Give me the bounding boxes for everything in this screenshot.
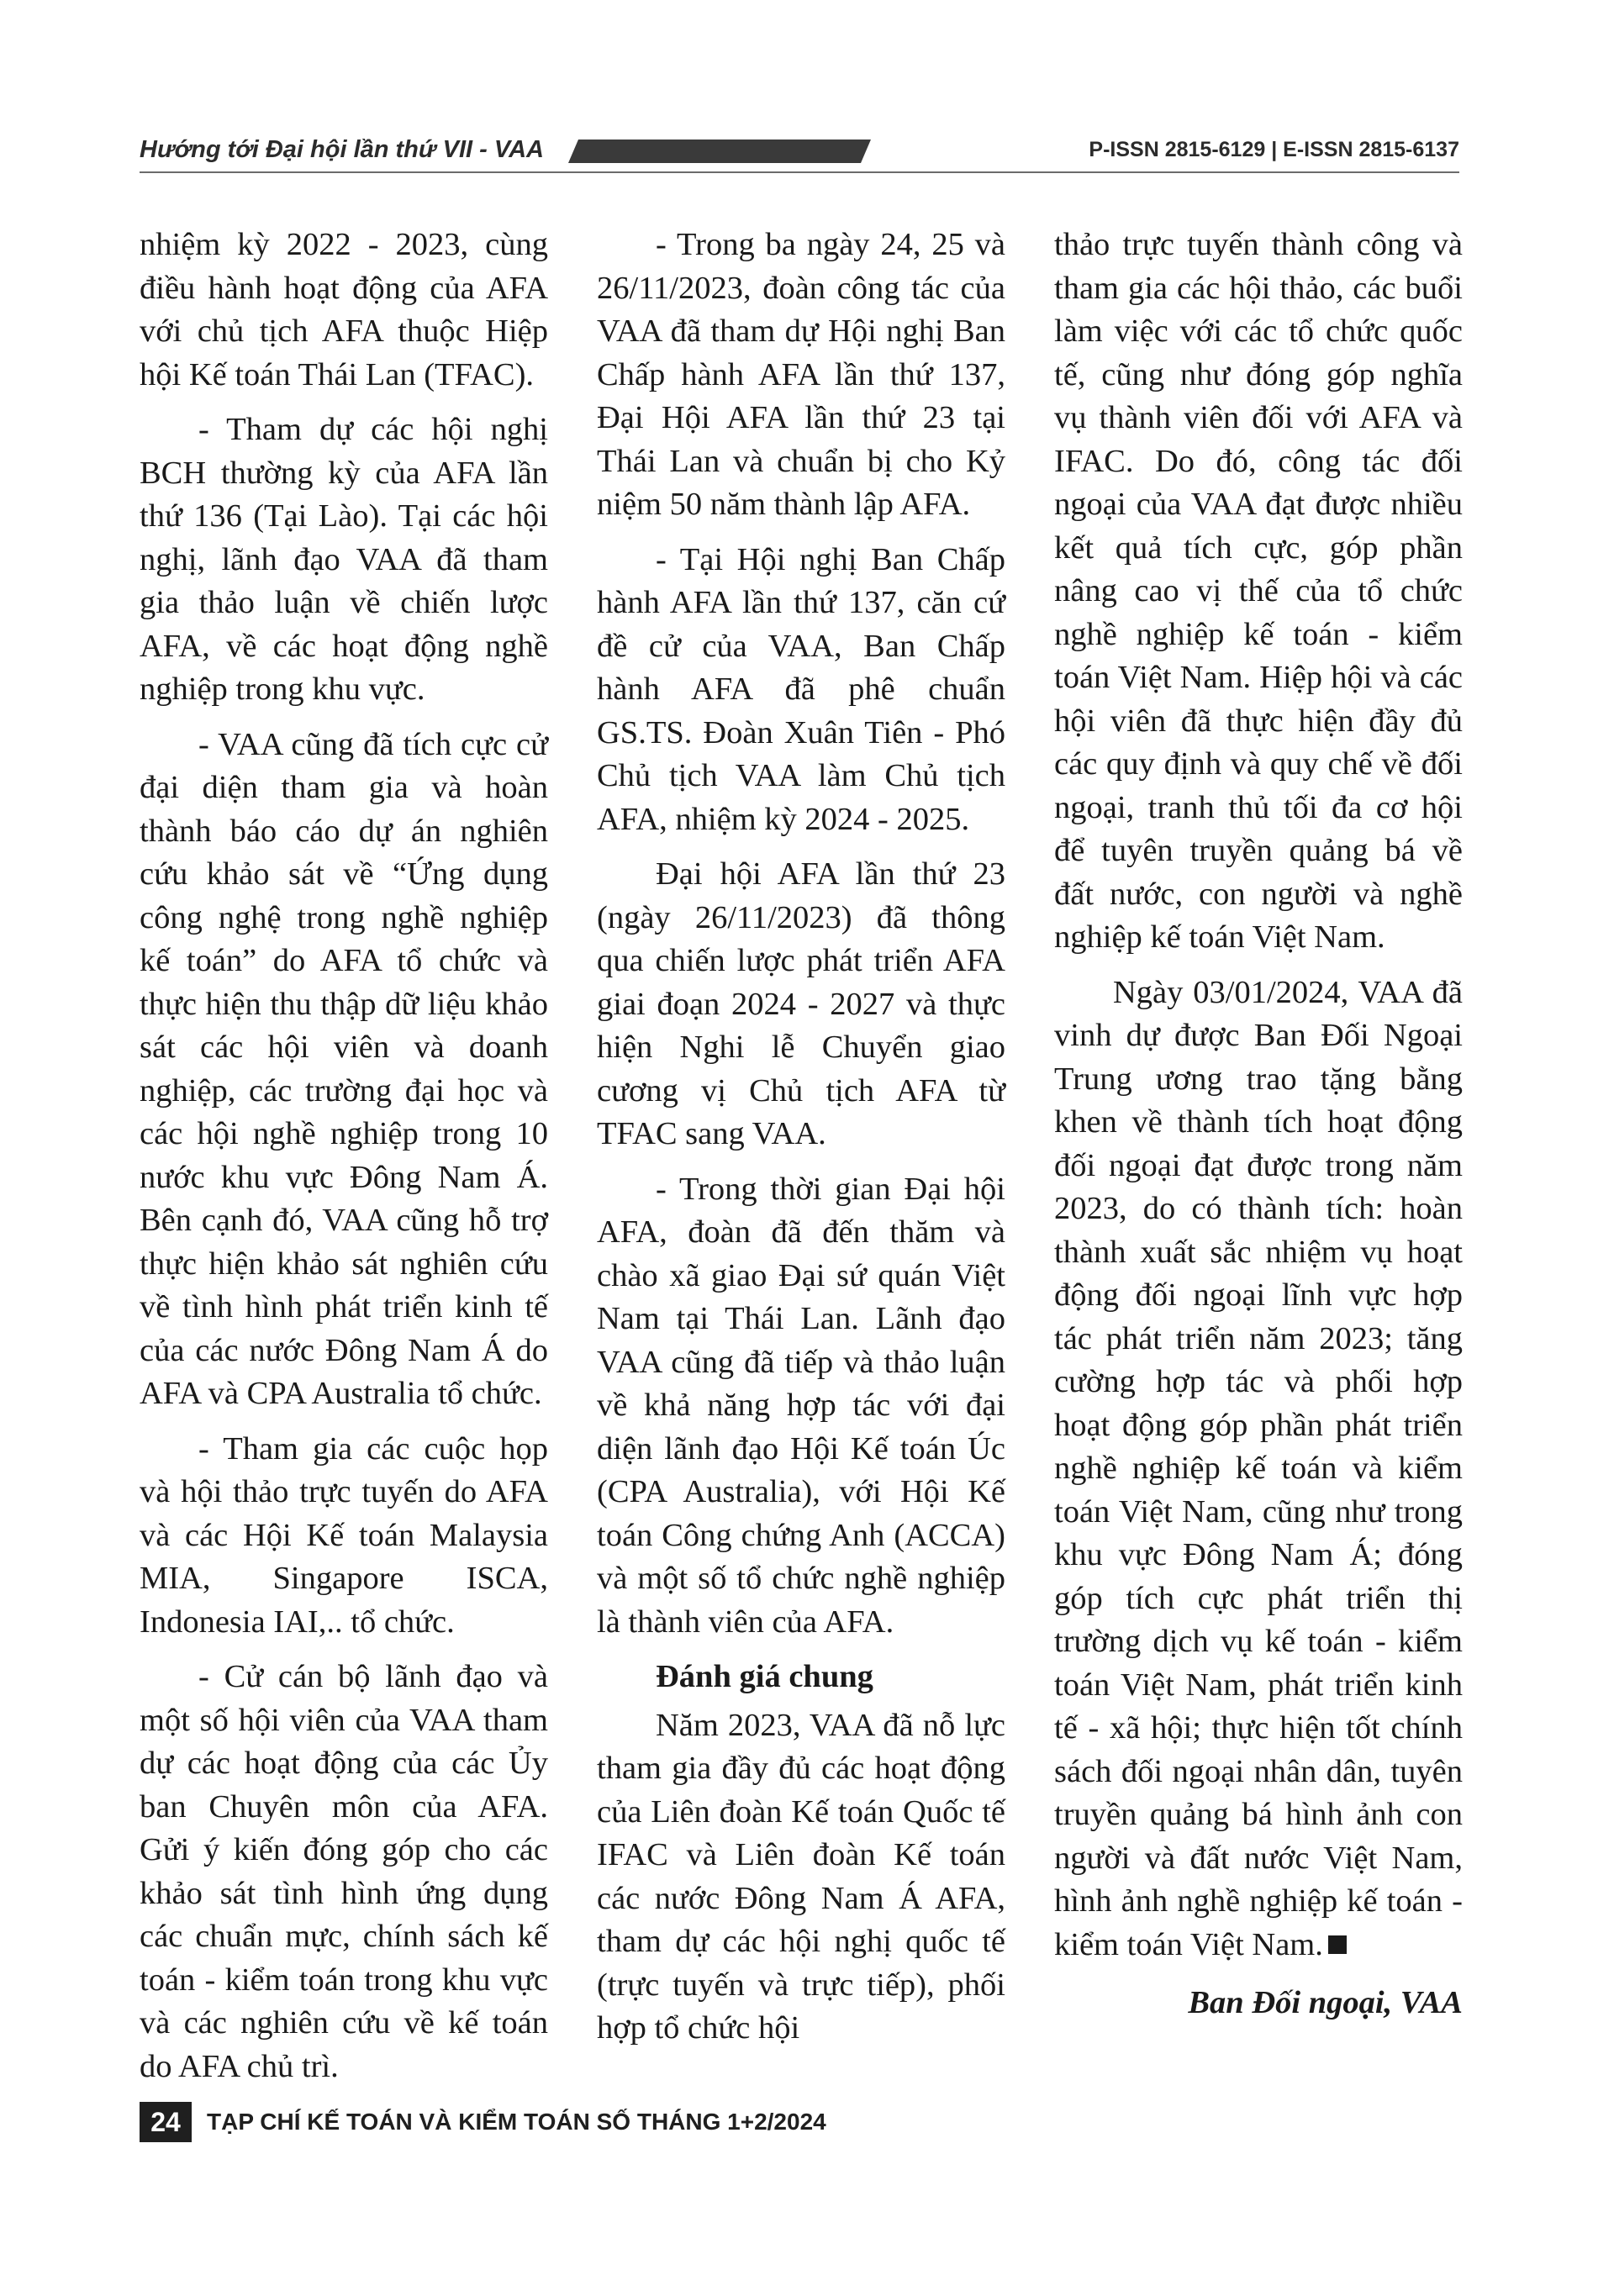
- journal-title: TẠP CHÍ KẾ TOÁN VÀ KIỂM TOÁN SỐ THÁNG 1+2/2024: [207, 2109, 826, 2135]
- paragraph: Đại hội AFA lần thứ 23 (ngày 26/11/2023) đã thông qua chiến lược phát triển AFA giai đoạn 2024 - 2027 và thực hiện Nghi lễ Chuyển giao cương vị Chủ tịch AFA từ TFAC sang VAA.: [597, 856, 1005, 1151]
- paragraph: - Cử cán bộ lãnh đạo và một số hội viên của VAA tham dự các hoạt động của các Ủy ban Chuyên môn của AFA. Gửi ý kiến đóng góp cho các khảo sát tình hình ứng dụng các chuẩn mực, chính sách kế toán - kiểm toán trong khu vực và các nghiên cứu về kế toán do AFA chủ trì.: [140, 1659, 548, 2084]
- header-accent-bar: [568, 140, 871, 163]
- text-column-2: [597, 224, 1005, 2062]
- author-signature: Ban Đối ngoại, VAA: [1188, 1985, 1463, 2020]
- paragraph-final: [1054, 972, 1463, 1967]
- text-column-3: [1054, 224, 1463, 2037]
- section-title: Hướng tới Đại hội lần thứ VII - VAA: [140, 136, 544, 163]
- page-number: 24: [140, 2102, 192, 2142]
- section-heading: Đánh giá chung: [656, 1659, 873, 1694]
- paragraph: thảo trực tuyến thành công và tham gia các hội thảo, các buổi làm việc với các tổ chức quốc tế, cũng như đóng góp nghĩa vụ thành viên đối với AFA và IFAC. Do đó, công tác đối ngoại của VAA đạt được nhiều kết quả tích cực, góp phần nâng cao vị thế của tổ chức nghề nghiệp kế toán - kiểm toán Việt Nam. Hiệp hội và các hội viên đã thực hiện đầy đủ các quy định và quy chế về đối ngoại, tranh thủ tối đa cơ hội để tuyên truyền quảng bá về đất nước, con người và nghề nghiệp kế toán Việt Nam.: [1054, 227, 1463, 955]
- paragraph: - Trong ba ngày 24, 25 và 26/11/2023, đoàn công tác của VAA đã tham dự Hội nghị Ban Chấp hành AFA lần thứ 137, Đại Hội AFA lần thứ 23 tại Thái Lan và chuẩn bị cho Kỷ niệm 50 năm thành lập AFA.: [597, 227, 1005, 522]
- paragraph: - Tham dự các hội nghị BCH thường kỳ của AFA lần thứ 136 (Tại Lào). Tại các hội nghị, lãnh đạo VAA đã tham gia thảo luận về chiến lược AFA, về các hoạt động nghề nghiệp trong khu vực.: [140, 412, 548, 707]
- paragraph: - VAA cũng đã tích cực cử đại diện tham gia và hoàn thành báo cáo dự án nghiên cứu khảo sát về “Ứng dụng công nghệ trong nghề nghiệp kế toán” do AFA tổ chức và thực hiện thu thập dữ liệu khảo sát các hội viên và doanh nghiệp, các trường đại học và các hội nghề nghiệp trong 10 nước khu vực Đông Nam Á. Bên cạnh đó, VAA cũng hỗ trợ thực hiện khảo sát nghiên cứu về tình hình phát triển kinh tế của các nước Đông Nam Á do AFA và CPA Australia tổ chức.: [140, 726, 548, 1411]
- paragraph: - Tham gia các cuộc họp và hội thảo trực tuyến do AFA và các Hội Kế toán Malaysia MIA, Singapore ISCA, Indonesia IAI,.. tổ chức.: [140, 1430, 548, 1640]
- paragraph-text: Ngày 03/01/2024, VAA đã vinh dự được Ban Đối Ngoại Trung ương trao tặng bằng khen về thành tích hoạt động đối ngoại đạt được trong năm 2023, do có thành tích: hoàn thành xuất sắc nhiệm vụ hoạt động đối ngoại lĩnh vực hợp tác phát triển năm 2023; tăng cường hợp tác và phối hợp hoạt động góp phần phát triển nghề nghiệp kế toán và kiểm toán Việt Nam, cũng như trong khu vực Đông Nam Á; đóng góp tích cực phát triển thị trường dịch vụ kế toán - kiểm toán Việt Nam, phát triển kinh tế - xã hội; thực hiện tốt chính sách đối ngoại nhân dân, tuyên truyền quảng bá hình ảnh con người và đất nước Việt Nam, hình ảnh nghề nghiệp kế toán - kiểm toán Việt Nam.: [1054, 974, 1463, 1962]
- text-column-1: [140, 224, 548, 2100]
- header-divider: [140, 171, 1459, 173]
- paragraph: - Trong thời gian Đại hội AFA, đoàn đã đến thăm và chào xã giao Đại sứ quán Việt Nam tại Thái Lan. Lãnh đạo VAA cũng đã tiếp và thảo luận về khả năng hợp tác với đại diện lãnh đạo Hội Kế toán Úc (CPA Australia), với Hội Kế toán Công chứng Anh (ACCA) và một số tổ chức nghề nghiệp là thành viên của AFA.: [597, 1171, 1005, 1640]
- paragraph: Năm 2023, VAA đã nỗ lực tham gia đầy đủ các hoạt động của Liên đoàn Kế toán Quốc tế IFAC và Liên đoàn Kế toán các nước Đông Nam Á AFA, tham dự các hội nghị quốc tế (trực tuyến và trực tiếp), phối hợp tổ chức hội: [597, 1707, 1005, 2046]
- running-header: [140, 133, 1459, 168]
- end-of-article-mark: [1328, 1935, 1347, 1954]
- paragraph: nhiệm kỳ 2022 - 2023, cùng điều hành hoạt động của AFA với chủ tịch AFA thuộc Hiệp hội Kế toán Thái Lan (TFAC).: [140, 227, 548, 392]
- issn-label: P-ISSN 2815-6129 | E-ISSN 2815-6137: [1089, 138, 1459, 161]
- paragraph: - Tại Hội nghị Ban Chấp hành AFA lần thứ 137, căn cứ đề cử của VAA, Ban Chấp hành AFA đã phê chuẩn GS.TS. Đoàn Xuân Tiên - Phó Chủ tịch VAA làm Chủ tịch AFA, nhiệm kỳ 2024 - 2025.: [597, 541, 1005, 837]
